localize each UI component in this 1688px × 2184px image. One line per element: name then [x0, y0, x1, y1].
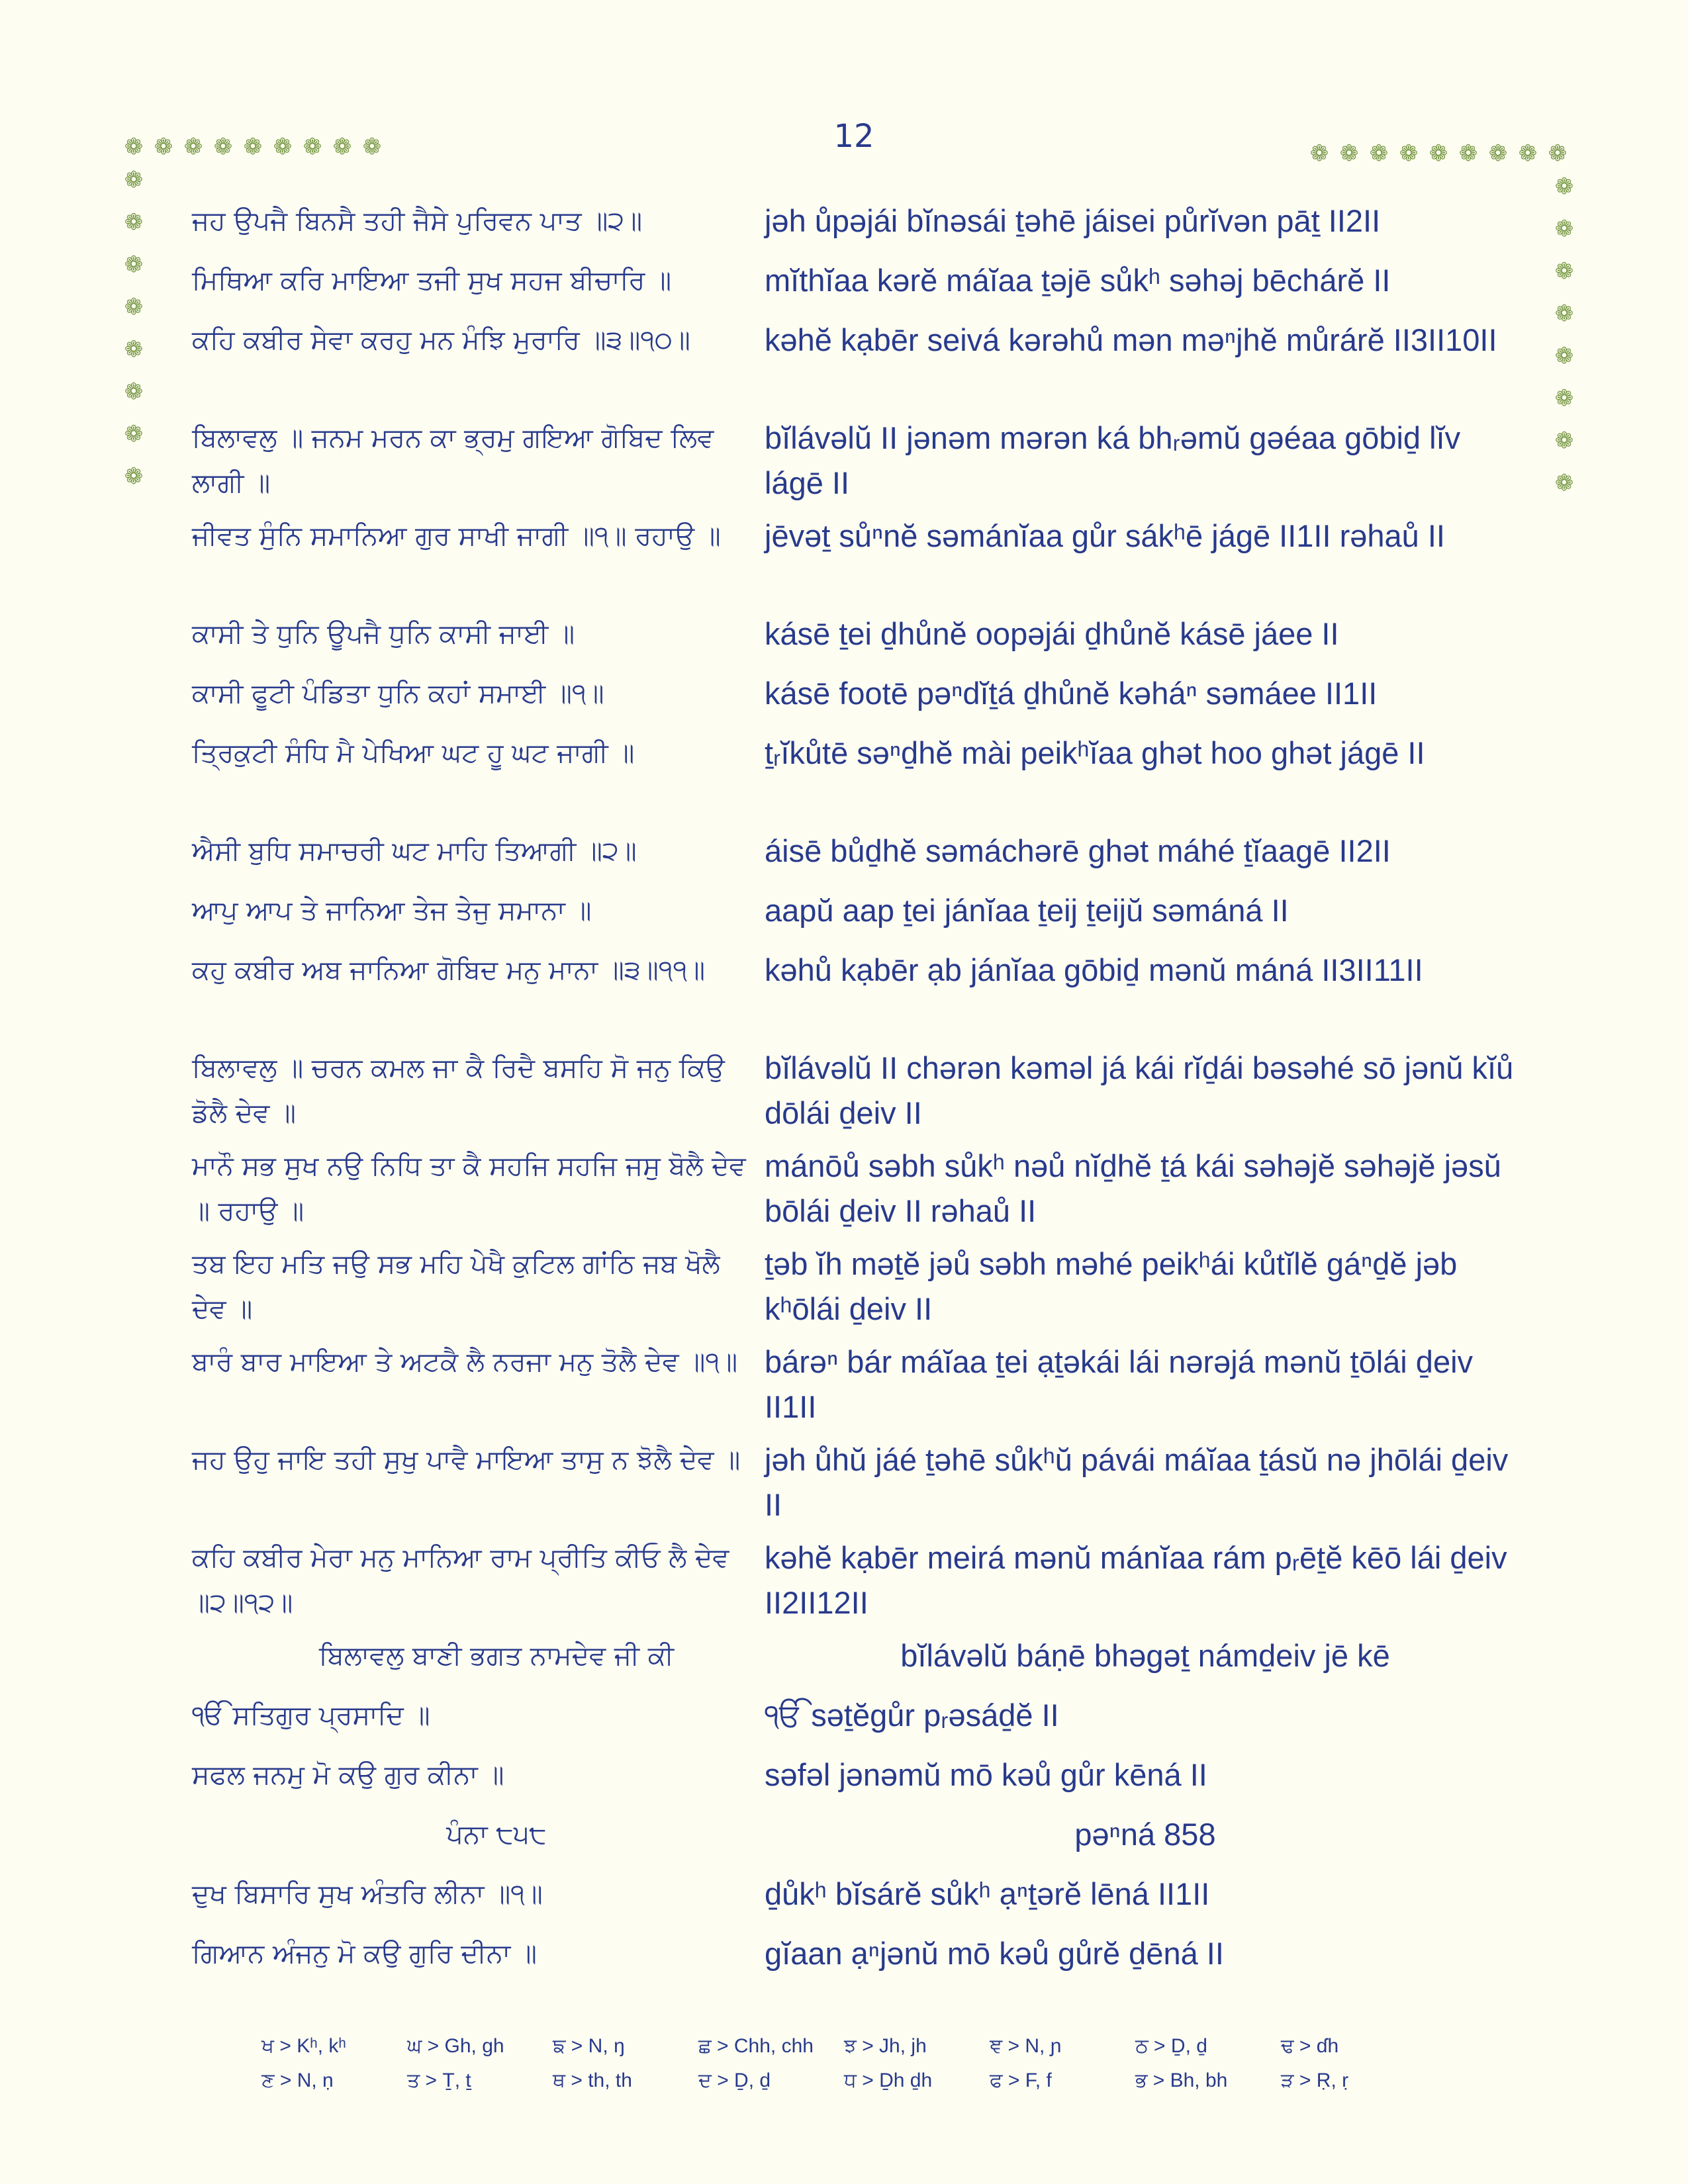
legend-item: ਙ > N, ŋ — [553, 2035, 625, 2057]
transliteration-line: bĭlávəlŭ II chərən kəməl já kái rĭḏái bəsəhé sō jənŭ kĭů dōlái ḏeiv II — [765, 1050, 1514, 1130]
legend-item: ਝ > Jh, jh — [844, 2035, 927, 2057]
flower-icon: ❁ — [124, 336, 144, 363]
flower-icon: ❁ — [1554, 428, 1574, 454]
flower-icon: ❁ — [1458, 140, 1478, 167]
transliteration-line: gĭaan ạⁿjənŭ mō kəů gůrĕ ḏēná II — [765, 1936, 1224, 1971]
transliteration-line: ṯᵣĭkůtē səⁿḏhĕ mài peikʰĭaa ghət hoo ghət jágē II — [765, 735, 1425, 770]
transliteration-line: kásē footē pəⁿdĭṯá ḏhůnĕ kəháⁿ səmáee II1II — [765, 676, 1378, 711]
transliteration-line: kəhĕ kạbēr seivá kərəhů mən məⁿjhĕ můrárĕ II3II10II — [765, 322, 1497, 357]
flower-icon: ❁ — [1369, 140, 1389, 167]
transliteration-line: kəhů kạbēr ạb jánĭaa gōbiḏ mənŭ máná II3II11II — [765, 952, 1423, 987]
gurmukhi-line: ਜੀਵਤ ਸੁੰਨਿ ਸਮਾਨਿਆ ਗੁਰ ਸਾਖੀ ਜਾਗੀ ॥੧॥ ਰਹਾਉ ॥ — [192, 521, 721, 551]
flower-icon: ❁ — [124, 294, 144, 320]
transliteration-line: pəⁿná 858 — [1074, 1817, 1216, 1852]
transliteration-line: bĭlávəlŭ II jənəm mərən ká bhᵣəmŭ gəéaa gōbiḏ lĭv lágē II — [765, 420, 1461, 500]
transliteration-line: mĭthĭaa kərĕ máĭaa ṯəjē sůkʰ səhəj bēchárĕ II — [765, 263, 1391, 298]
transliteration-line: ੴ səṯĕgůr pᵣəsáḏĕ II — [765, 1698, 1059, 1733]
flower-icon: ❁ — [154, 134, 173, 160]
flower-icon: ❁ — [1488, 140, 1508, 167]
flower-icon: ❁ — [183, 134, 203, 160]
transliteration-line: səfəl jənəmŭ mō kəů gůr kēná II — [765, 1757, 1207, 1792]
gurmukhi-line: ਬਿਲਾਵਲੁ ਬਾਣੀ ਭਗਤ ਨਾਮਦੇਵ ਜੀ ਕੀ — [318, 1641, 675, 1671]
transliteration-line: bĭlávəlŭ báṇē bhəgəṯ námḏeiv jē kē — [900, 1638, 1390, 1673]
flower-icon: ❁ — [243, 134, 263, 160]
transliteration-line: mánōů səbh sůkʰ nəů nĭḏhĕ ṯá kái səhəjĕ səhəjĕ jəsŭ bōlái ḏeiv II rəhaů II — [765, 1148, 1501, 1228]
legend-item: ਥ > th, th — [553, 2070, 632, 2091]
gurmukhi-line: ਕਹਿ ਕਬੀਰ ਮੇਰਾ ਮਨੁ ਮਾਨਿਆ ਰਾਮ ਪ੍ਰੀਤਿ ਕੀਓ ਲੈ ਦੇਵ ॥੨॥੧੨॥ — [192, 1543, 729, 1618]
flower-icon: ❁ — [1554, 300, 1574, 327]
flower-icon: ❁ — [124, 167, 144, 193]
flower-icon: ❁ — [124, 209, 144, 236]
page-number: 12 — [833, 118, 874, 155]
gurmukhi-line: ਗਿਆਨ ਅੰਜਨੁ ਮੋ ਕਉ ਗੁਰਿ ਦੀਨਾ ॥ — [192, 1938, 538, 1969]
flower-icon: ❁ — [1554, 385, 1574, 412]
gurmukhi-line: ਦੁਖ ਬਿਸਾਰਿ ਸੁਖ ਅੰਤਰਿ ਲੀਨਾ ॥੧॥ — [192, 1879, 543, 1909]
gurmukhi-line: ਕਹਿ ਕਬੀਰ ਸੇਵਾ ਕਰਹੁ ਮਨ ਮੰਝਿ ਮੁਰਾਰਿ ॥੩॥੧੦॥ — [192, 325, 690, 355]
gurmukhi-line: ਕਾਸੀ ਫੂਟੀ ਪੰਡਿਤਾ ਧੁਨਿ ਕਹਾਂ ਸਮਾਈ ॥੧॥ — [192, 678, 604, 709]
gurmukhi-line: ਬਿਲਾਵਲੁ ॥ ਚਰਨ ਕਮਲ ਜਾ ਕੈ ਰਿਦੈ ਬਸਹਿ ਸੋ ਜਨੁ ਕਿਉ ਡੋਲੈ ਦੇਵ ॥ — [192, 1053, 725, 1128]
flower-icon: ❁ — [213, 134, 233, 160]
flower-icon: ❁ — [1554, 343, 1574, 369]
legend-item: ਠ > Ḏ, ḏ — [1135, 2035, 1207, 2057]
legend-item: ਦ > Ḏ, ḏ — [698, 2070, 771, 2091]
gurmukhi-line: ਮਿਥਿਆ ਕਰਿ ਮਾਇਆ ਤਜੀ ਸੁਖ ਸਹਜ ਬੀਚਾਰਿ ॥ — [192, 265, 672, 296]
flower-icon: ❁ — [124, 421, 144, 447]
gurmukhi-line: ਪੰਨਾ ੮੫੮ — [446, 1819, 547, 1850]
flower-icon: ❁ — [124, 134, 144, 160]
flower-icon: ❁ — [303, 134, 322, 160]
gurmukhi-line: ਜਹ ਉਪਜੈ ਬਿਨਸੈ ਤਹੀ ਜੈਸੇ ਪੁਰਿਵਨ ਪਾਤ ॥੨॥ — [192, 206, 643, 236]
legend-item: ਘ > Gh, gh — [407, 2035, 504, 2057]
flower-icon: ❁ — [1554, 258, 1574, 285]
gurmukhi-line: ਮਾਨੌ ਸਭ ਸੁਖ ਨਉ ਨਿਧਿ ਤਾ ਕੈ ਸਹਜਿ ਸਹਜਿ ਜਸੁ ਬੋਲੈ ਦੇਵ ॥ ਰਹਾਉ ॥ — [192, 1151, 746, 1226]
gurmukhi-line: ਆਪੁ ਆਪ ਤੇ ਜਾਨਿਆ ਤੇਜ ਤੇਜੁ ਸਮਾਨਾ ॥ — [192, 895, 592, 926]
legend-item: ੜ > Ṛ, ṛ — [1281, 2070, 1349, 2091]
transliteration-line: ṯəb ĭh məṯĕ jəů səbh məhé peikʰái kůtĭlĕ gáⁿḏĕ jəb kʰōlái ḏeiv II — [765, 1246, 1458, 1326]
transliteration-line: aapŭ aap ṯei jánĭaa ṯeij ṯeijŭ səmáná II — [765, 893, 1289, 928]
flower-icon: ❁ — [1399, 140, 1419, 167]
legend-row — [261, 2035, 1453, 2068]
gurmukhi-line: ਬਾਰੰ ਬਾਰ ਮਾਇਆ ਤੇ ਅਟਕੈ ਲੈ ਨਰਜਾ ਮਨੁ ਤੋਲੈ ਦੇਵ ॥੧॥ — [192, 1347, 738, 1377]
flower-icon: ❁ — [1554, 173, 1574, 200]
transliteration-line: ḏůkʰ bĭsárĕ sůkʰ ạⁿṯərĕ lēná II1II — [765, 1876, 1210, 1911]
flower-icon: ❁ — [1518, 140, 1538, 167]
legend-item: ਫ > F, f — [990, 2070, 1052, 2091]
gurmukhi-line: ਐਸੀ ਬੁਧਿ ਸਮਾਚਰੀ ਘਟ ਮਾਹਿ ਤਿਆਗੀ ॥੨॥ — [192, 836, 637, 866]
gurmukhi-line: ਸਫਲ ਜਨਮੁ ਮੋ ਕਉ ਗੁਰ ਕੀਨਾ ॥ — [192, 1760, 504, 1790]
gurmukhi-line: ਬਿਲਾਵਲੁ ॥ ਜਨਮ ਮਰਨ ਕਾ ਭ੍ਰਮੁ ਗਇਆ ਗੋਬਿਦ ਲਿਵ ਲਾਗੀ ॥ — [192, 423, 714, 498]
flower-icon: ❁ — [1339, 140, 1359, 167]
legend-row — [261, 2070, 1453, 2103]
legend-item: ਖ > Kʰ, kʰ — [261, 2035, 346, 2057]
gurmukhi-line: ੴ ਸਤਿਗੁਰ ਪ੍ਰਸਾਦਿ ॥ — [192, 1700, 430, 1731]
transliteration-line: áisē bůḏhĕ səmáchərē ghət máhé ṯĭaagē II2II — [765, 833, 1391, 868]
legend-item: ਤ > Ṯ, ṯ — [407, 2070, 471, 2091]
transliteration-line: bárəⁿ bár máĭaa ṯei ạṯəkái lái nərəjá mənŭ ṯōlái ḏeiv II1II — [765, 1344, 1474, 1424]
flower-icon: ❁ — [1309, 140, 1329, 167]
transliteration-line: jəh ůpəjái bĭnəsái ṯəhē jáisei půrĭvən pāṯ II2II — [765, 203, 1381, 238]
flower-icon: ❁ — [332, 134, 352, 160]
legend-item: ਛ > Chh, chh — [698, 2035, 814, 2057]
flower-icon: ❁ — [1554, 216, 1574, 242]
transliteration-line: jēvəṯ sůⁿnĕ səmánĭaa gůr sákʰē jágē II1II rəhaů II — [765, 518, 1445, 553]
legend-item: ਭ > Bh, bh — [1135, 2070, 1228, 2091]
transliteration-line: jəh ůhŭ jáé ṯəhē sůkʰŭ pávái máĭaa ṯásŭ nə jhōlái ḏeiv II — [765, 1442, 1509, 1522]
gurmukhi-line: ਕਾਸੀ ਤੇ ਧੁਨਿ ਊਪਜੈ ਧੁਨਿ ਕਾਸੀ ਜਾਈ ॥ — [192, 619, 575, 649]
flower-icon: ❁ — [273, 134, 293, 160]
flower-icon: ❁ — [1429, 140, 1448, 167]
gurmukhi-line: ਤ੍ਰਿਕੁਟੀ ਸੰਧਿ ਮੈ ਪੇਖਿਆ ਘਟ ਹੂ ਘਟ ਜਾਗੀ ॥ — [192, 738, 635, 768]
legend-item: ਢ > ɗh — [1281, 2035, 1339, 2057]
legend-item: ਧ > Ḏh ḏh — [844, 2070, 933, 2091]
gurmukhi-line: ਤਬ ਇਹ ਮਤਿ ਜਉ ਸਭ ਮਹਿ ਪੇਖੈ ਕੁਟਿਲ ਗਾਂਠਿ ਜਬ ਖੋਲੈ ਦੇਵ ॥ — [192, 1249, 720, 1324]
transliteration-line: kásē ṯei ḏhůnĕ oopəjái ḏhůnĕ kásē jáee II — [765, 616, 1339, 651]
flower-icon: ❁ — [124, 463, 144, 490]
legend-item: ਣ > N, ṇ — [261, 2070, 334, 2091]
gurmukhi-line: ਕਹੁ ਕਬੀਰ ਅਬ ਜਾਨਿਆ ਗੋਬਿਦ ਮਨੁ ਮਾਨਾ ॥੩॥੧੧॥ — [192, 955, 706, 985]
flower-icon: ❁ — [124, 379, 144, 405]
flower-icon: ❁ — [1548, 140, 1568, 167]
flower-icon: ❁ — [1554, 470, 1574, 496]
flower-icon: ❁ — [362, 134, 382, 160]
transliteration-line: kəhĕ kạbēr meirá mənŭ mánĭaa rám pᵣēṯĕ kēō lái ḏeiv II2II12II — [765, 1540, 1507, 1620]
flower-icon: ❁ — [124, 251, 144, 278]
gurmukhi-line: ਜਹ ਉਹੁ ਜਾਇ ਤਹੀ ਸੁਖੁ ਪਾਵੈ ਮਾਇਆ ਤਾਸੁ ਨ ਝੋਲੈ ਦੇਵ ॥ — [192, 1445, 741, 1475]
legend-item: ਞ > N, ɲ — [990, 2035, 1062, 2057]
